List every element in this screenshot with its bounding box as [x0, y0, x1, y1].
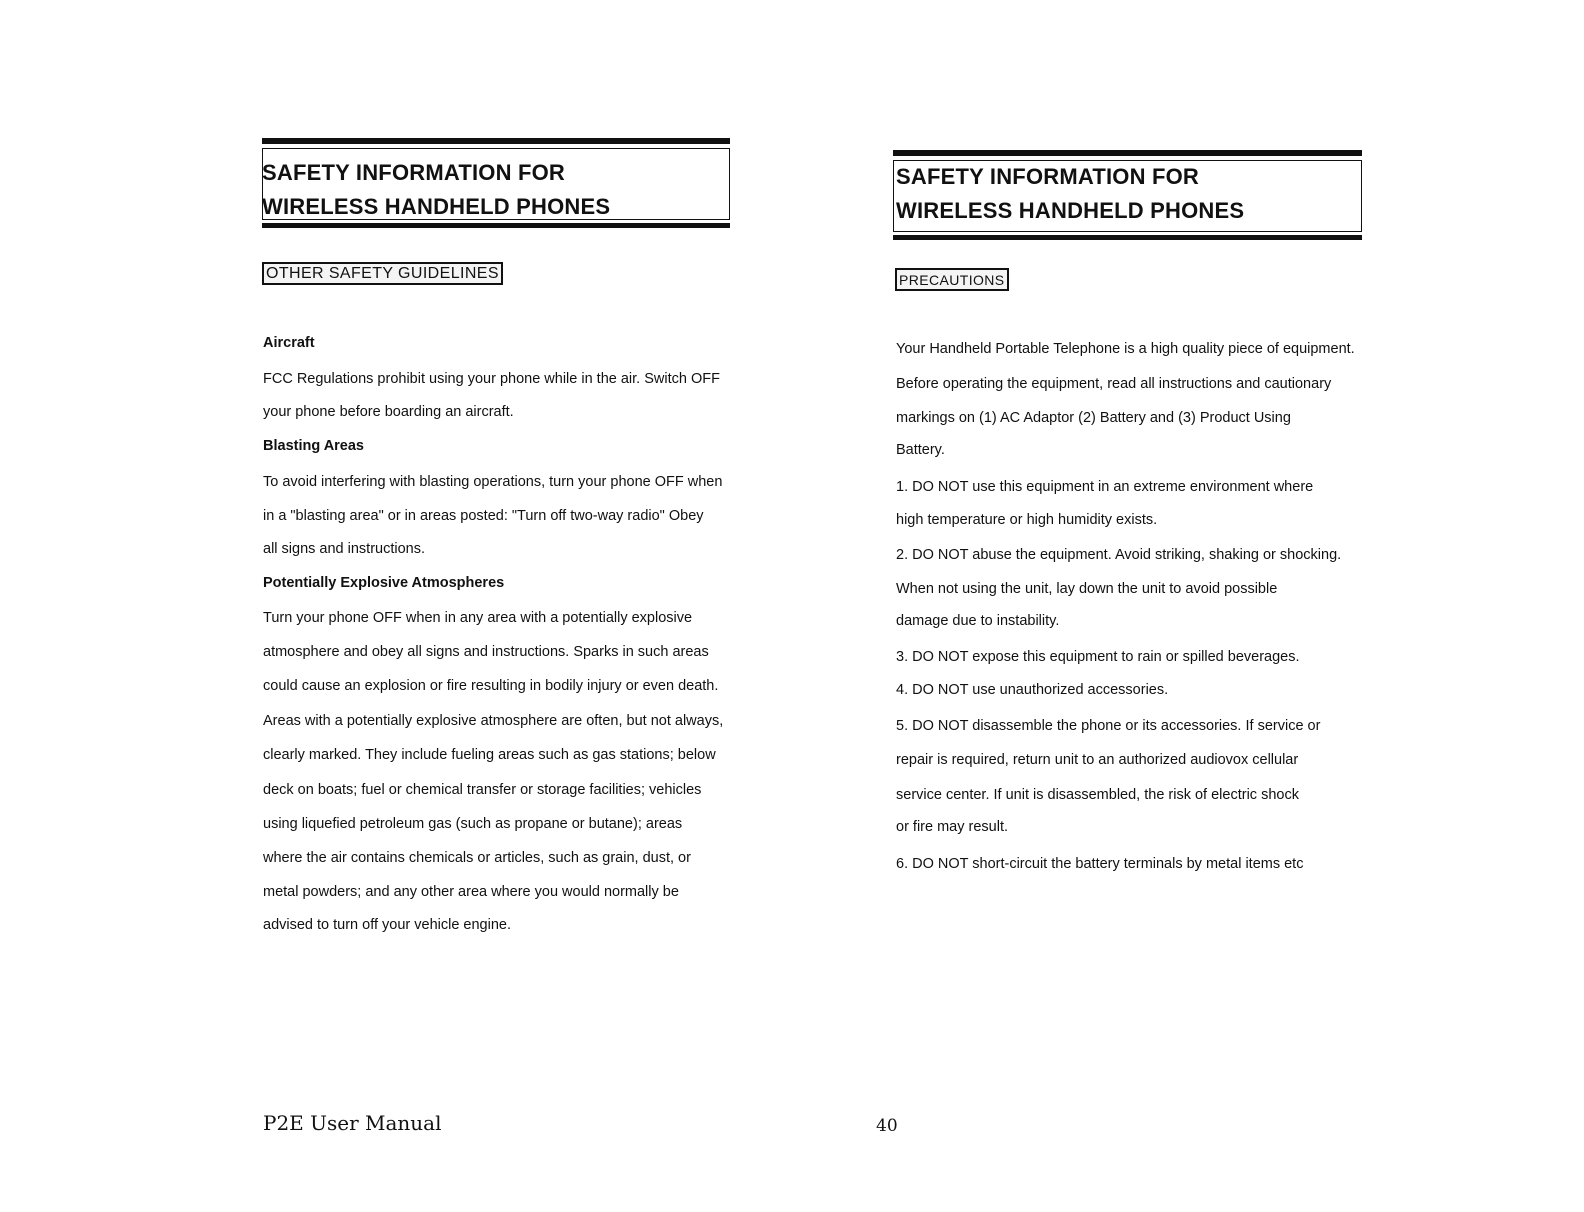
body-line: To avoid interfering with blasting operations, turn your phone OFF when [263, 474, 723, 490]
body-line: your phone before boarding an aircraft. [263, 404, 514, 420]
aircraft-heading: Aircraft [263, 335, 315, 351]
body-line: advised to turn off your vehicle engine. [263, 917, 512, 933]
body-line: damage due to instability. [896, 613, 1060, 629]
body-line: clearly marked. They include fueling areas such as gas stations; below [263, 747, 716, 763]
body-line: Before operating the equipment, read all instructions and cautionary [896, 376, 1332, 392]
body-line: or fire may result. [896, 819, 1008, 835]
body-line: 1. DO NOT use this equipment in an extreme environment where [896, 479, 1314, 495]
left-section-label: OTHER SAFETY GUIDELINES [262, 262, 503, 285]
body-line: in a "blasting area" or in areas posted: "Turn off two-way radio" Obey [263, 508, 704, 524]
body-line: all signs and instructions. [263, 541, 425, 557]
body-line: FCC Regulations prohibit using your phone while in the air. Switch OFF [263, 371, 720, 387]
right-header-title-line1: SAFETY INFORMATION FOR [896, 164, 1200, 189]
body-line: where the air contains chemicals or articles, such as grain, dust, or [263, 850, 691, 866]
body-line: markings on (1) AC Adaptor (2) Battery and (3) Product Using [896, 410, 1291, 426]
body-line: metal powders; and any other area where you would normally be [263, 884, 679, 900]
left-header-title-line2: WIRELESS HANDHELD PHONES [262, 194, 611, 219]
body-line: When not using the unit, lay down the unit to avoid possible [896, 581, 1278, 597]
body-line: 2. DO NOT abuse the equipment. Avoid striking, shaking or shocking. [896, 547, 1342, 563]
body-line: deck on boats; fuel or chemical transfer or storage facilities; vehicles [263, 782, 702, 798]
body-line: Your Handheld Portable Telephone is a high quality piece of equipment. [896, 341, 1355, 357]
blasting-areas-heading: Blasting Areas [263, 438, 364, 454]
body-line: Battery. [896, 442, 945, 458]
body-line: 6. DO NOT short-circuit the battery terminals by metal items etc [896, 856, 1304, 872]
page-number: 40 [876, 1116, 898, 1136]
body-line: 5. DO NOT disassemble the phone or its accessories. If service or [896, 718, 1321, 734]
body-line: atmosphere and obey all signs and instructions. Sparks in such areas [263, 644, 709, 660]
body-line: could cause an explosion or fire resulting in bodily injury or even death. [263, 678, 719, 694]
right-header-title-line2: WIRELESS HANDHELD PHONES [896, 198, 1245, 223]
manual-title: P2E User Manual [263, 1111, 442, 1135]
left-header-title-line1: SAFETY INFORMATION FOR [262, 160, 566, 185]
body-line: 4. DO NOT use unauthorized accessories. [896, 682, 1169, 698]
body-line: Turn your phone OFF when in any area with a potentially explosive [263, 610, 693, 626]
body-line: high temperature or high humidity exists. [896, 512, 1158, 528]
body-line: 3. DO NOT expose this equipment to rain or spilled beverages. [896, 649, 1300, 665]
body-line: Areas with a potentially explosive atmosphere are often, but not always, [263, 713, 724, 729]
body-line: using liquefied petroleum gas (such as propane or butane); areas [263, 816, 683, 832]
body-line: repair is required, return unit to an authorized audiovox cellular [896, 752, 1299, 768]
body-line: service center. If unit is disassembled, the risk of electric shock [896, 787, 1299, 803]
right-section-label: PRECAUTIONS [895, 268, 1009, 291]
explosive-atmospheres-heading: Potentially Explosive Atmospheres [263, 575, 505, 591]
